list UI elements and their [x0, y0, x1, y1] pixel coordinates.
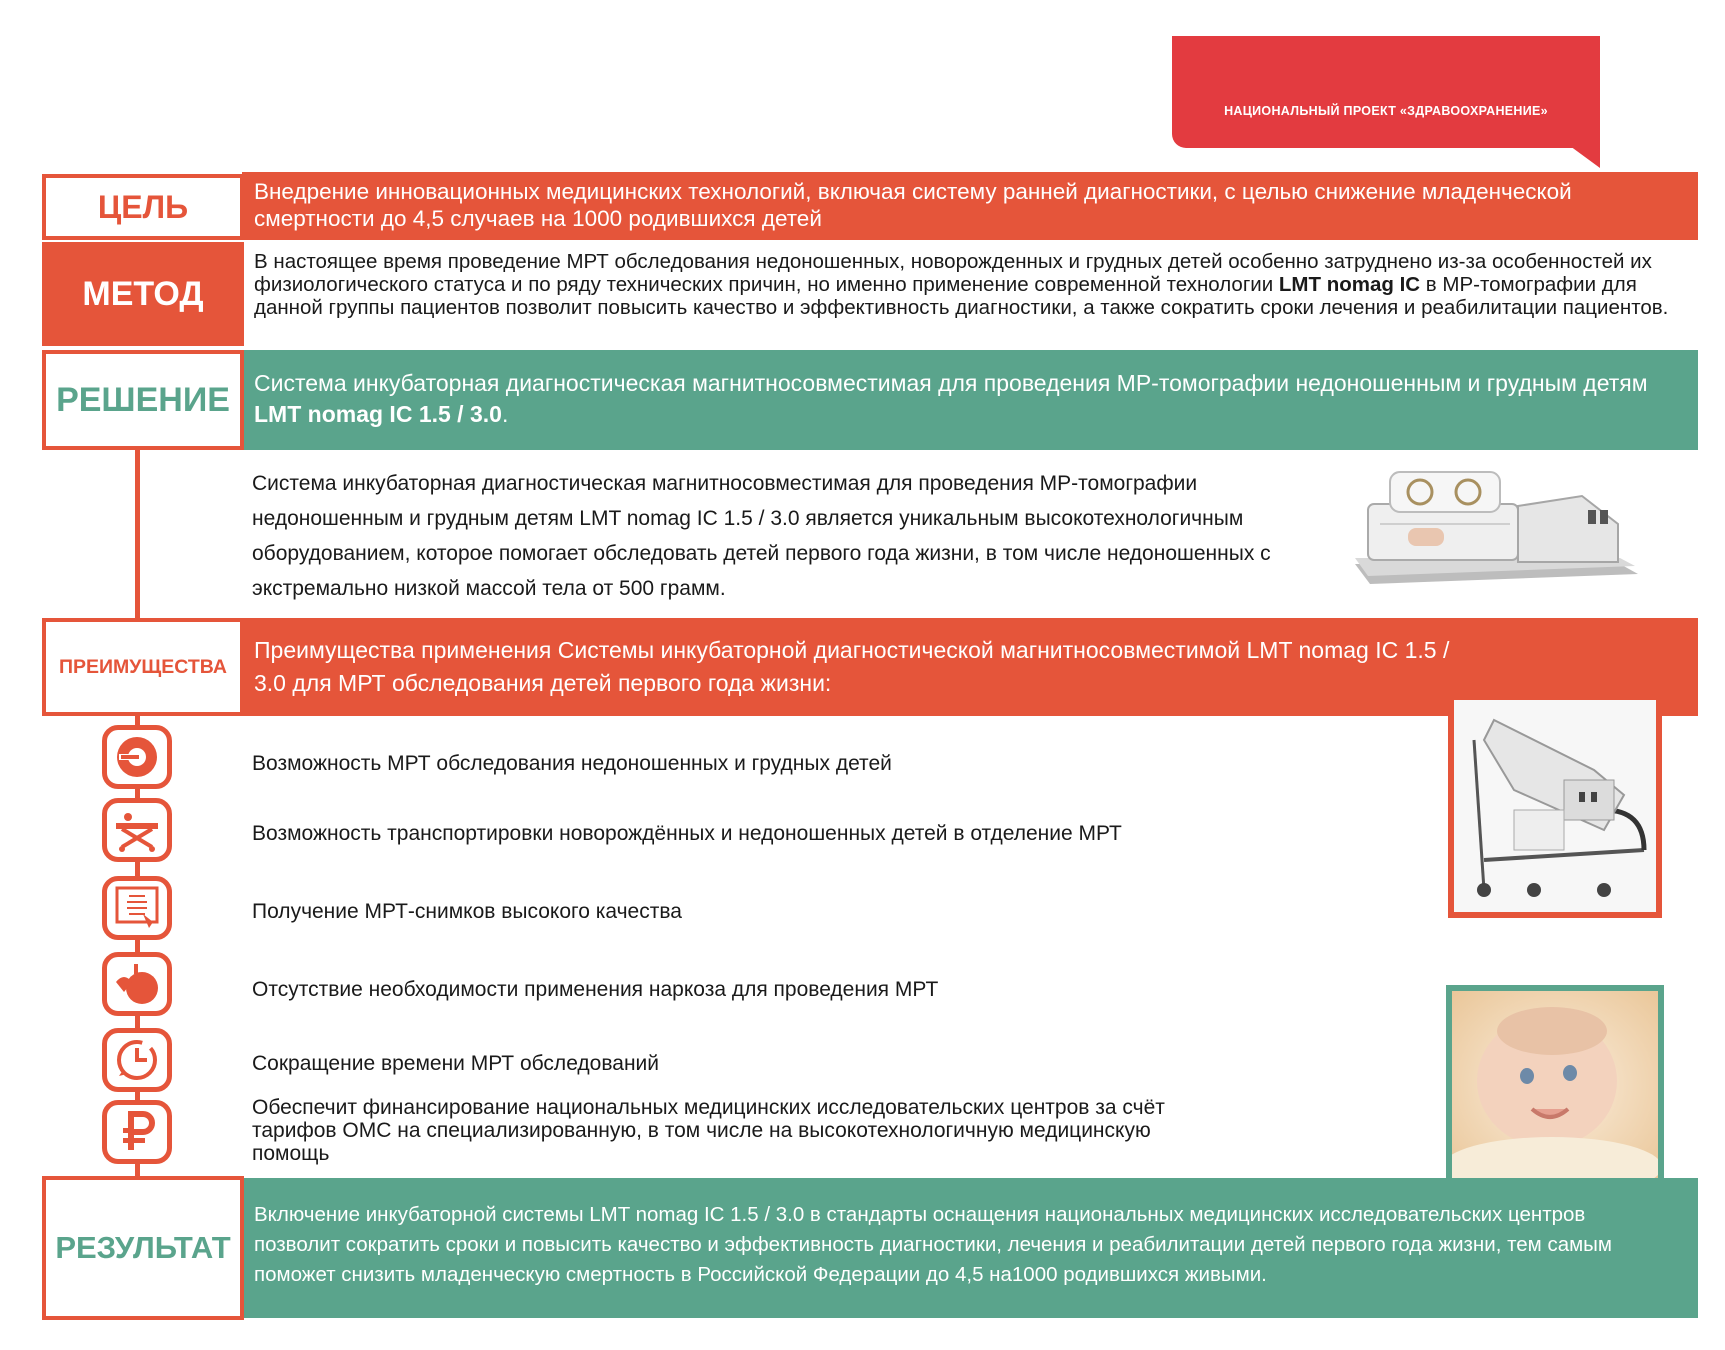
advantage-item: Отсутствие необходимости применения наркоза для проведения МРТ [252, 978, 939, 1001]
advantage-item: Обеспечит финансирование национальных медицинских исследовательских центров за счёт тарифов ОМС на специализированную, в том числе на высокотехнологичную медицинскую помощь [252, 1096, 1165, 1165]
project-header-tab [1172, 36, 1600, 148]
goal-label: ЦЕЛЬ [42, 174, 244, 240]
project-label: НАЦИОНАЛЬНЫЙ ПРОЕКТ «ЗДРАВООХРАНЕНИЕ» [1224, 104, 1548, 118]
method-text-part2: в МР-томографии для данной группы пациентов позволит повысить качество и эффективность диагностики, а также сократить сроки лечения и реабилитации пациентов. [254, 273, 1669, 319]
solution-text-part2: . [501, 401, 509, 427]
method-text [254, 250, 1694, 319]
advantages-label: ПРЕИМУЩЕСТВА [42, 618, 244, 716]
mri-image-icon [102, 876, 172, 940]
method-text-part1: В настоящее время проведение МРТ обследования недоношенных, новорожденных и грудных детей особенно затруднено из-за особенностей их физиологического статуса и по ряду технических причин, но именно применение современной технологии [254, 250, 1652, 296]
solution-description: Система инкубаторная диагностическая магнитносовместимая для проведения МР-томографии недоношенным и грудным детям LMT nomag IC 1.5 / 3.0 является уникальным высокотехнологичным оборудованием, которое помогает обследовать детей первого года жизни, в том числе недоношенных с экстремально низкой массой тела от 500 грамм. [252, 472, 1271, 600]
advantages-intro: Преимущества применения Системы инкубаторной диагностической магнитносовместимой LMT nomag IC 1.5 / 3.0 для МРТ обследования детей первого года жизни: [254, 637, 1450, 696]
stretcher-icon [102, 798, 172, 862]
baby-photo [1446, 985, 1664, 1185]
connector-line [135, 450, 140, 620]
solution-label: РЕШЕНИЕ [42, 350, 244, 450]
no-anesthesia-icon [102, 952, 172, 1016]
method-label: МЕТОД [42, 242, 244, 346]
solution-text-part1: Система инкубаторная диагностическая магнитносовместимая для проведения МР-томографии недоношенным и грудным детям [254, 370, 1648, 396]
ruble-icon [102, 1100, 172, 1164]
advantage-item: Получение МРТ-снимков высокого качества [252, 900, 682, 923]
advantage-item: Сокращение времени МРТ обследований [252, 1052, 659, 1075]
result-label: РЕЗУЛЬТАТ [42, 1176, 244, 1320]
project-header-tail [1570, 146, 1600, 168]
method-text-bold: LMT nomag IC [1278, 273, 1421, 296]
advantage-item: Возможность транспортировки новорождённых и недоношенных детей в отделение МРТ [252, 822, 1122, 845]
result-text: Включение инкубаторной системы LMT nomag IC 1.5 / 3.0 в стандарты оснащения национальных медицинских исследовательских центров позволит сократить сроки и повысить качество и эффективность диагностики, лечения и реабилитации детей первого года жизни, тем самым поможет снизить младенческую смертность в Российской Федерации до 4,5 на1000 родившихся живыми. [254, 1203, 1613, 1286]
mri-scanner-icon [102, 725, 172, 789]
clock-icon [102, 1028, 172, 1092]
advantage-item: Возможность МРТ обследования недоношенных и грудных детей [252, 752, 892, 775]
incubator-image [1350, 466, 1640, 596]
solution-text-bold: LMT nomag IC 1.5 / 3.0 [254, 401, 502, 427]
incubator-cart-photo [1448, 694, 1662, 918]
goal-text: Внедрение инновационных медицинских технологий, включая систему ранней диагностики, с целью снижение младенческой смертности до 4,5 случаев на 1000 родившихся детей [254, 179, 1572, 231]
solution-text [254, 368, 1674, 430]
